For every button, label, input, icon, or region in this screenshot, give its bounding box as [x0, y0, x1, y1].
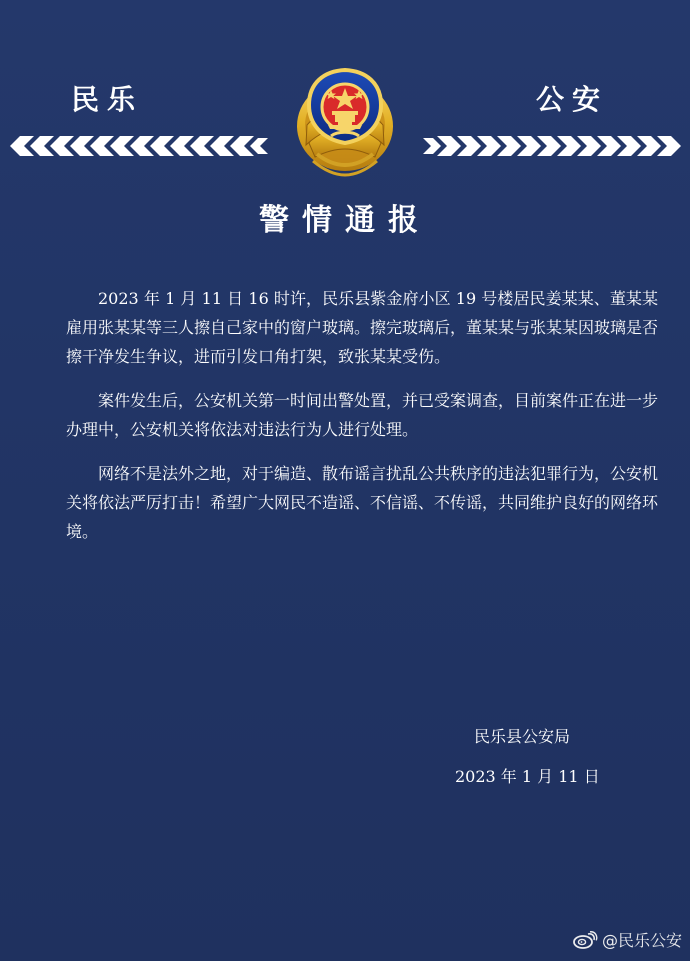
- right-chevron-decoration: [423, 128, 681, 164]
- notice-paragraph-1: 2023 年 1 月 11 日 16 时许，民乐县紫金府小区 19 号楼居民姜某某、董某某雇用张某某等三人擦自己家中的窗户玻璃。擦完玻璃后，董某某与张某某因玻璃是否擦干净发生争议，进而引发口角打架，致张某某受伤。: [66, 289, 659, 366]
- notice-paragraph-3: 网络不是法外之地，对于编造、散布谣言扰乱公共秩序的违法犯罪行为，公安机关将依法严厉打击！希望广大网民不造谣、不信谣、不传谣，共同维护良好的网络环境。: [66, 464, 659, 541]
- weibo-icon: [572, 930, 598, 950]
- police-emblem-icon: [289, 61, 401, 179]
- issue-date: 2023 年 1 月 11 日: [455, 767, 600, 786]
- watermark-handle: @民乐公安: [601, 931, 682, 950]
- notice-title: 警情通报: [259, 203, 431, 238]
- header-left-title: 民乐: [71, 83, 144, 116]
- left-chevron-decoration: [10, 128, 268, 164]
- issuer-signature: 民乐县公安局: [474, 727, 571, 746]
- weibo-watermark: [572, 928, 682, 951]
- notice-paragraph-2: 案件发生后，公安机关第一时间出警处置，并已受案调查，目前案件正在进一步办理中，公安机关将依法对违法行为人进行处理。: [66, 391, 659, 439]
- notice-body: [66, 284, 658, 561]
- header-right-title: 公安: [536, 83, 609, 116]
